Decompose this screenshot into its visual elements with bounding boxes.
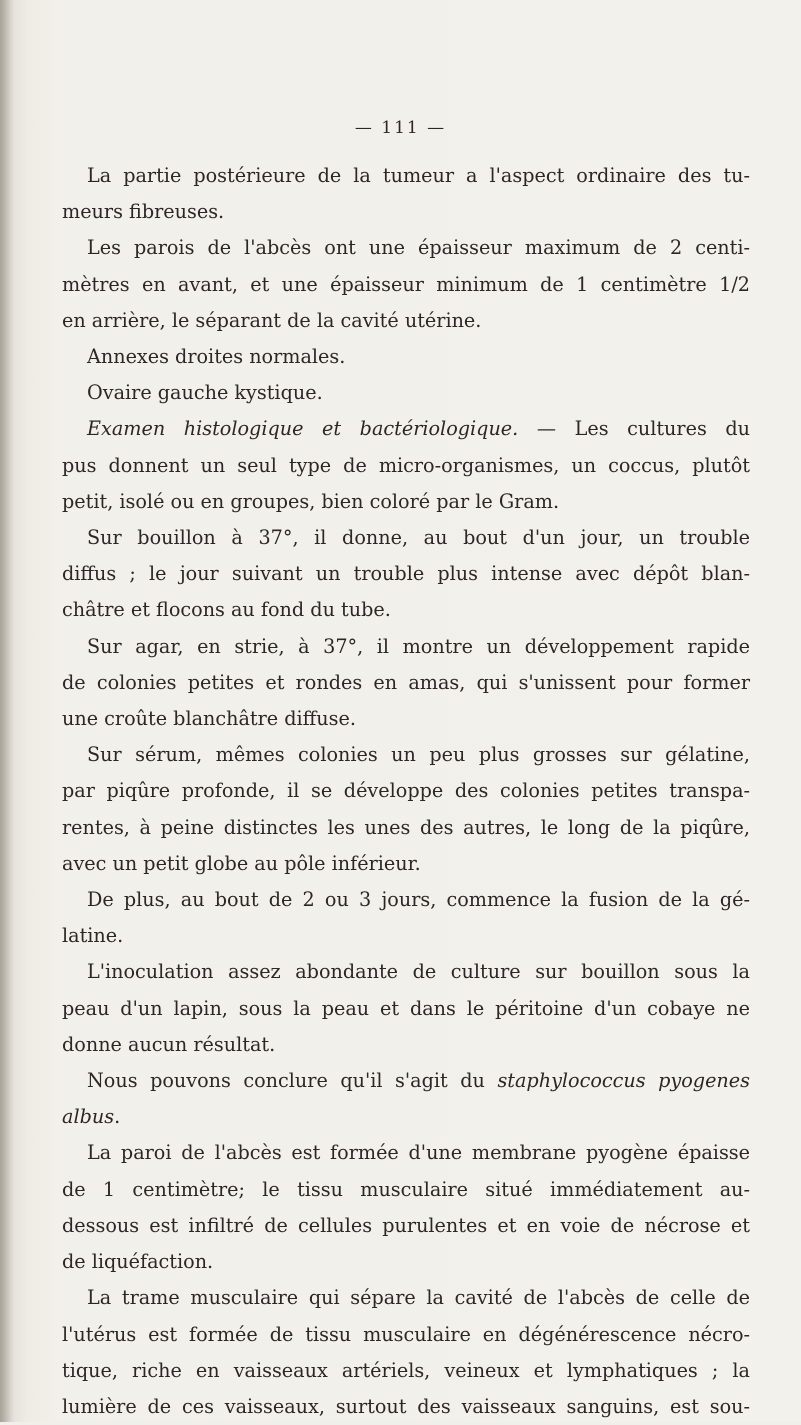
text-line [62, 1099, 750, 1135]
text-line: Annexes droites normales. [87, 345, 346, 369]
body-text [62, 158, 750, 1425]
text-line: diffus ; le jour suivant un trouble plus intense avec dépôt blan- [62, 562, 750, 586]
paragraph [62, 954, 750, 1063]
binding-shadow [0, 0, 14, 1422]
text-line [62, 1063, 750, 1099]
text-line: Les parois de l'abcès ont une épaisseur maximum de 2 centi- [87, 236, 750, 260]
page-number: — 111 — [354, 118, 447, 138]
paragraph [62, 375, 750, 411]
text-line: dessous est infiltré de cellules purulentes et en voie de nécrose et [62, 1213, 750, 1237]
text-line: lumière de ces vaisseaux, surtout des vaisseaux sanguins, est sou- [62, 1394, 750, 1418]
text-line: donne aucun résultat. [62, 1032, 276, 1056]
text-line: de 1 centimètre; le tissu musculaire situé immédiatement au- [62, 1177, 750, 1201]
text-line: pus donnent un seul type de micro-organismes, un coccus, plutôt [62, 453, 750, 477]
text-fragment: — Les cultures du [518, 417, 750, 441]
paragraph [62, 520, 750, 629]
paragraph [62, 158, 750, 230]
text-line: L'inoculation assez abondante de culture sur bouillon sous la [87, 960, 750, 984]
paragraph [62, 339, 750, 375]
text-line: en arrière, le séparant de la cavité utérine. [62, 308, 482, 332]
text-line: La partie postérieure de la tumeur a l'aspect ordinaire des tu- [87, 164, 750, 187]
text-line: une croûte blanchâtre diffuse. [62, 707, 356, 731]
text-fragment: Nous pouvons conclure qu'il s'agit du [87, 1069, 485, 1093]
text-line: de liquéfaction. [62, 1250, 214, 1274]
text-line: De plus, au bout de 2 ou 3 jours, commence la fusion de la gé- [87, 888, 750, 912]
text-line: Sur sérum, mêmes colonies un peu plus grosses sur gélatine, [87, 743, 750, 767]
text-line: Sur agar, en strie, à 37°, il montre un développement rapide [87, 634, 750, 658]
paragraph [62, 629, 750, 738]
text-line: meurs fibreuses. [62, 200, 225, 224]
text-line: par piqûre profonde, il se développe des colonies petites transpa- [62, 779, 750, 803]
text-line: Ovaire gauche kystique. [87, 381, 323, 405]
paragraph [62, 1135, 750, 1280]
text-line: Sur bouillon à 37°, il donne, au bout d'un jour, un trouble [87, 526, 750, 550]
paragraph [62, 411, 750, 520]
text-line: latine. [62, 924, 124, 948]
section-heading: Examen histologique et bactériologique. [87, 417, 519, 441]
paragraph [62, 737, 750, 882]
paragraph [62, 1280, 750, 1425]
text-line: La paroi de l'abcès est formée d'une membrane pyogène épaisse [87, 1141, 750, 1165]
text-line [62, 411, 750, 447]
paragraph [62, 1063, 750, 1135]
paragraph [62, 230, 750, 339]
text-line: rentes, à peine distinctes les unes des autres, le long de la piqûre, [62, 815, 750, 839]
text-line: mètres en avant, et une épaisseur minimum de 1 centimètre 1/2 [62, 272, 750, 296]
text-line: l'utérus est formée de tissu musculaire en dégénérescence nécro- [62, 1322, 750, 1346]
text-line: La trame musculaire qui sépare la cavité de l'abcès de celle de [87, 1286, 750, 1310]
text-fragment: . [114, 1105, 121, 1129]
species-name: albus [62, 1105, 115, 1129]
text-line: tique, riche en vaisseaux artériels, veineux et lymphatiques ; la [62, 1358, 750, 1382]
text-line: petit, isolé ou en groupes, bien coloré par le Gram. [62, 489, 560, 513]
text-line: peau d'un lapin, sous la peau et dans le péritoine d'un cobaye ne [62, 996, 750, 1020]
species-genus: staphylococcus pyogenes [497, 1069, 750, 1093]
text-line: châtre et flocons au fond du tube. [62, 598, 391, 622]
text-line: avec un petit globe au pôle inférieur. [62, 851, 421, 875]
paragraph [62, 882, 750, 954]
text-line: de colonies petites et rondes en amas, qui s'unissent pour former [62, 670, 750, 694]
